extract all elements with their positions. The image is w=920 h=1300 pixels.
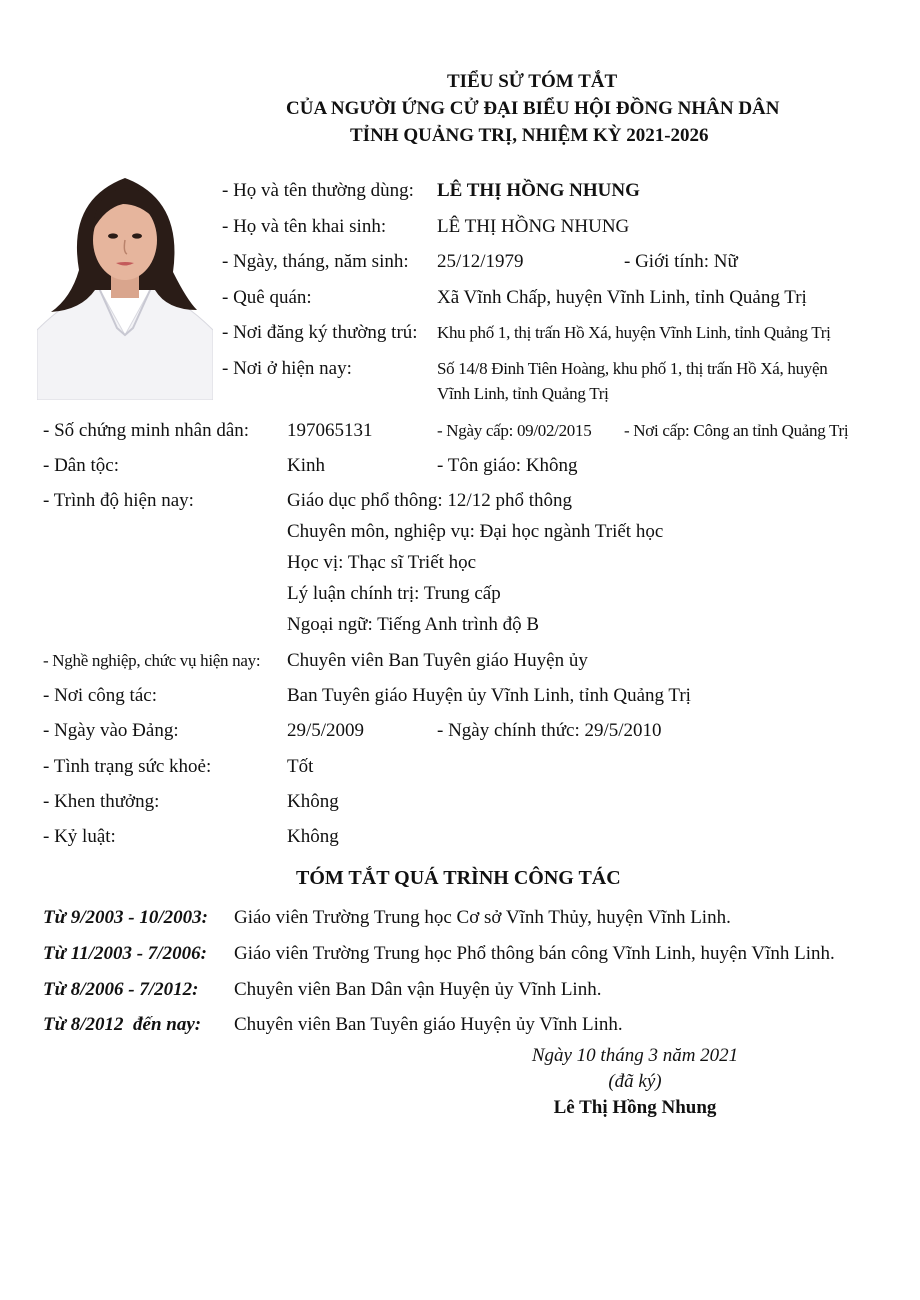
work-period: Từ 11/2003 - 7/2006: [43, 943, 207, 964]
signature-block [470, 1043, 800, 1121]
gender-value: - Giới tính: Nữ [624, 251, 738, 272]
portrait-photo [37, 160, 213, 400]
work-period: Từ 9/2003 - 10/2003: [43, 907, 208, 928]
birth-name-value: LÊ THỊ HỒNG NHUNG [437, 216, 630, 237]
id-number-value: 197065131 [287, 420, 373, 441]
discipline-label: - Kỷ luật: [43, 826, 116, 847]
document-title [0, 68, 920, 149]
work-description: Giáo viên Trường Trung học Cơ sở Vĩnh Thủy, huyện Vĩnh Linh. [234, 907, 731, 928]
work-history-title: TÓM TẮT QUÁ TRÌNH CÔNG TÁC [296, 867, 621, 889]
health-value: Tốt [287, 756, 314, 777]
birth-name-label: - Họ và tên khai sinh: [222, 216, 387, 237]
id-issue-place: - Nơi cấp: Công an tỉnh Quảng Trị [624, 421, 849, 440]
work-period: Từ 8/2012 đến nay: [43, 1014, 202, 1035]
hometown-value: Xã Vĩnh Chấp, huyện Vĩnh Linh, tỉnh Quảng Trị [437, 287, 807, 308]
current-address-line-2: Vĩnh Linh, tỉnh Quảng Trị [437, 384, 609, 403]
discipline-value: Không [287, 826, 339, 847]
work-description: Chuyên viên Ban Tuyên giáo Huyện ủy Vĩnh Linh. [234, 1014, 623, 1035]
id-number-label: - Số chứng minh nhân dân: [43, 420, 250, 441]
education-major: Chuyên môn, nghiệp vụ: Đại học ngành Triết học [287, 521, 664, 542]
education-label: - Trình độ hiện nay: [43, 490, 194, 511]
work-description: Giáo viên Trường Trung học Phổ thông bán công Vĩnh Linh, huyện Vĩnh Linh. [234, 943, 835, 964]
party-join-label: - Ngày vào Đảng: [43, 720, 179, 741]
portrait-photo-image [37, 160, 213, 400]
id-issue-date: - Ngày cấp: 09/02/2015 [437, 421, 592, 440]
hometown-label: - Quê quán: [222, 287, 312, 308]
workplace-value: Ban Tuyên giáo Huyện ủy Vĩnh Linh, tỉnh Quảng Trị [287, 685, 691, 706]
education-language: Ngoại ngữ: Tiếng Anh trình độ B [287, 614, 540, 635]
job-value: Chuyên viên Ban Tuyên giáo Huyện ủy [287, 650, 588, 671]
common-name-label: - Họ và tên thường dùng: [222, 180, 414, 201]
title-line-2: CỦA NGƯỜI ỨNG CỬ ĐẠI BIỂU HỘI ĐỒNG NHÂN DÂN [286, 98, 780, 119]
work-period: Từ 8/2006 - 7/2012: [43, 979, 199, 1000]
education-political: Lý luận chính trị: Trung cấp [287, 583, 501, 604]
health-label: - Tình trạng sức khoẻ: [43, 756, 212, 777]
current-address-line-1: Số 14/8 Đinh Tiên Hoàng, khu phố 1, thị trấn Hồ Xá, huyện [437, 359, 828, 378]
party-official-date: - Ngày chính thức: 29/5/2010 [437, 720, 662, 741]
common-name-value: LÊ THỊ HỒNG NHUNG [437, 180, 640, 201]
party-join-value: 29/5/2009 [287, 720, 365, 741]
work-description: Chuyên viên Ban Dân vận Huyện ủy Vĩnh Linh. [234, 979, 602, 1000]
workplace-label: - Nơi công tác: [43, 685, 157, 706]
signature-date: Ngày 10 tháng 3 năm 2021 [531, 1045, 739, 1066]
job-label: - Nghề nghiệp, chức vụ hiện nay: [43, 651, 261, 670]
current-address-label: - Nơi ở hiện nay: [222, 358, 352, 379]
ethnic-value: Kinh [287, 455, 325, 476]
dob-value: 25/12/1979 [437, 251, 524, 272]
education-degree: Học vị: Thạc sĩ Triết học [287, 552, 477, 573]
title-line-3: TỈNH QUẢNG TRỊ, NHIỆM KỲ 2021-2026 [350, 125, 709, 146]
permanent-address-value: Khu phố 1, thị trấn Hồ Xá, huyện Vĩnh Linh, tỉnh Quảng Trị [437, 323, 831, 342]
award-label: - Khen thưởng: [43, 791, 160, 812]
signature-name: Lê Thị Hồng Nhung [553, 1097, 717, 1118]
education-general: Giáo dục phổ thông: 12/12 phổ thông [287, 490, 572, 511]
religion-value: - Tôn giáo: Không [437, 455, 578, 476]
award-value: Không [287, 791, 339, 812]
title-line-1: TIỂU SỬ TÓM TẮT [447, 71, 618, 92]
permanent-address-label: - Nơi đăng ký thường trú: [222, 322, 418, 343]
dob-label: - Ngày, tháng, năm sinh: [222, 251, 409, 272]
signature-status: (đã ký) [608, 1071, 662, 1092]
ethnic-label: - Dân tộc: [43, 455, 119, 476]
